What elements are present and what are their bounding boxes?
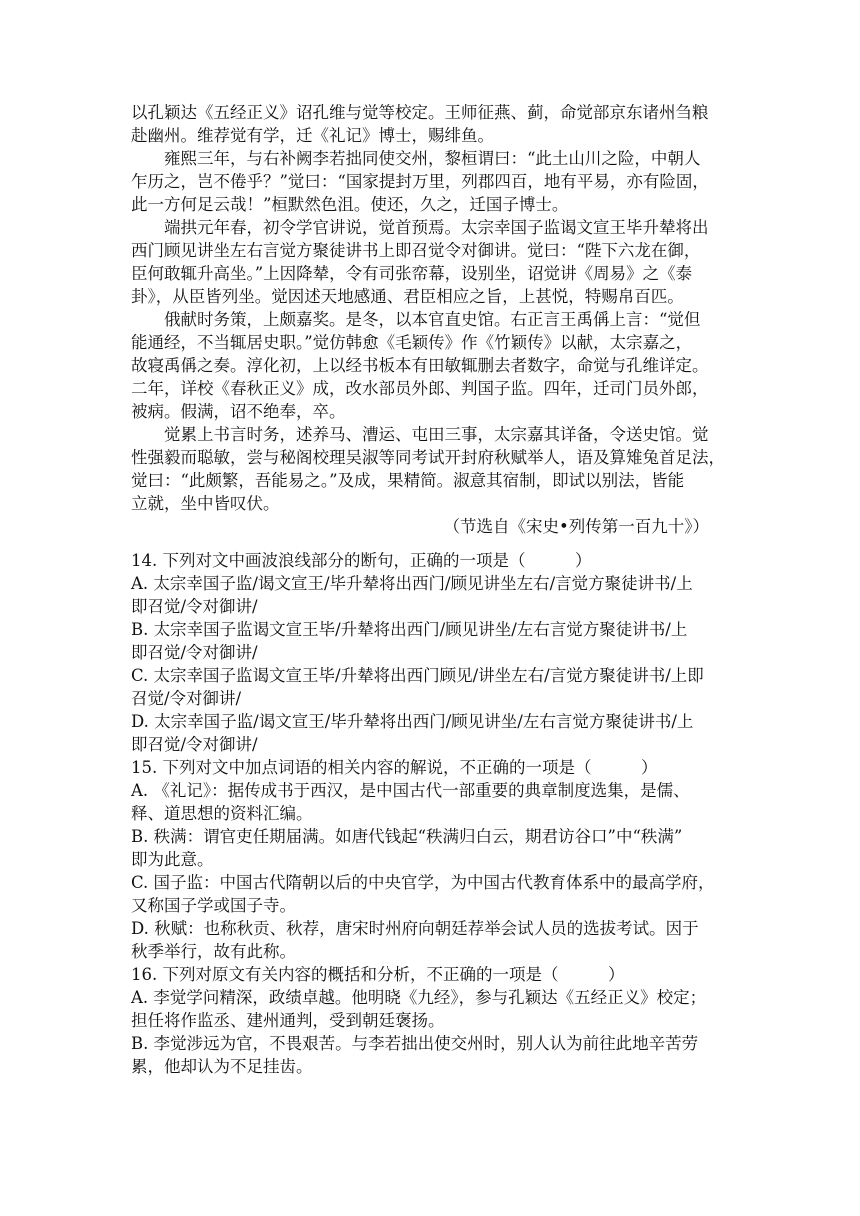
option-text: A. 李觉学问精深，政绩卓越。他明晓《九经》，参与孔颖达《五经正义》校定； (131, 988, 707, 1007)
text-line: 赴幽州。维荐觉有学，迁《礼记》博士，赐绯鱼。 (131, 126, 494, 145)
question-16 (131, 963, 731, 1078)
option-text: B. 太宗幸国子监谒文宣王毕/升辇将出西门/顾见讲坐/左右言觉方聚徒讲书/上 (131, 620, 688, 639)
question-stem: 15. 下列对文中加点词语的相关内容的解说，不正确的一项是（ ） (131, 758, 658, 777)
question-14 (131, 549, 731, 756)
option-text: B. 秩满：谓官吏任期届满。如唐代钱起“秩满归白云，期君访谷口”中“秩满” (131, 827, 683, 846)
passage-paragraph-4 (131, 308, 731, 423)
text-line: 雍熙三年，与右补阙李若拙同使交州，黎桓谓曰：“此土山川之险，中朝人 (164, 149, 701, 168)
text-line: 端拱元年春，初令学官讲说，觉首预焉。太宗幸国子监谒文宣王毕升辇将出 (164, 218, 709, 237)
text-line: 能通经，不当辄居史职。”觉仿韩愈《毛颖传》作《竹颖传》以献，太宗嘉之， (131, 333, 693, 352)
option-text: 秋季举行，故有此称。 (131, 942, 296, 961)
option-text: 召觉/令对御讲/ (131, 689, 242, 708)
text-line: 西门顾见讲坐左右言觉方聚徒讲书上即召觉令对御讲。觉曰：“陛下六龙在御， (131, 241, 701, 260)
option-a[interactable] (131, 779, 731, 825)
option-text: 即召觉/令对御讲/ (131, 643, 258, 662)
passage-paragraph-5 (131, 423, 731, 515)
option-a[interactable] (131, 986, 731, 1032)
option-text: D. 太宗幸国子监/谒文宣王/毕升辇将出西门/顾见讲坐/左右言觉方聚徒讲书/上 (131, 712, 694, 731)
text-line: 臣何敢辄升高坐。”上因降辇，令有司张帟幕，设别坐，诏觉讲《周易》之《泰 (131, 264, 693, 283)
question-stem: 14. 下列对文中画波浪线部分的断句，正确的一项是（ ） (131, 551, 592, 570)
option-a[interactable] (131, 572, 731, 618)
option-c[interactable] (131, 664, 731, 710)
option-text: 释、道思想的资料汇编。 (131, 804, 313, 823)
text-line: 乍历之，岂不倦乎？”觉曰：“国家提封万里，列郡四百，地有平易，亦有险固， (131, 172, 709, 191)
option-text: 又称国子学或国子寺。 (131, 896, 296, 915)
text-line: 立就，坐中皆叹伏。 (131, 494, 280, 513)
text-line: 以孔颖达《五经正义》诏孔维与觉等校定。王师征燕、蓟，命觉部京东诸州刍粮 (131, 103, 709, 122)
option-text: 即召觉/令对御讲/ (131, 735, 258, 754)
option-text: C. 国子监：中国古代隋朝以后的中央官学，为中国古代教育体系中的最高学府， (131, 873, 715, 892)
text-line: 觉累上书言时务，述养马、漕运、屯田三事，太宗嘉其详备，令送史馆。觉 (164, 425, 709, 444)
option-text: 累，他却认为不足挂齿。 (131, 1057, 313, 1076)
text-line: 此一方何足云哉！”桓默然色沮。使还，久之，迁国子博士。 (131, 195, 569, 214)
questions (131, 549, 731, 1078)
option-text: 即召觉/令对御讲/ (131, 597, 258, 616)
passage-paragraph-1 (131, 101, 731, 147)
option-text: D. 秋赋：也称秋贡、秋荐，唐宋时州府向朝廷荐举会试人员的选拔考试。因于 (131, 919, 699, 938)
option-b[interactable] (131, 1032, 731, 1078)
option-text: C. 太宗幸国子监谒文宣王毕/升辇将出西门顾见/讲坐左右/言觉方聚徒讲书/上即 (131, 666, 704, 685)
passage-paragraph-2 (131, 147, 731, 216)
option-text: A. 太宗幸国子监/谒文宣王/毕升辇将出西门/顾见讲坐左右/言觉方聚徒讲书/上 (131, 574, 693, 593)
option-text: 即为此意。 (131, 850, 214, 869)
question-15 (131, 756, 731, 963)
option-d[interactable] (131, 917, 731, 963)
option-text: 担任将作监丞、建州通判，受到朝廷褒扬。 (131, 1011, 445, 1030)
option-c[interactable] (131, 871, 731, 917)
text-line: 卦》，从臣皆列坐。觉因述天地感通、君臣相应之旨，上甚悦，特赐帛百匹。 (131, 287, 684, 306)
passage-paragraph-3 (131, 216, 731, 308)
question-stem: 16. 下列对原文有关内容的概括和分析，不正确的一项是（ ） (131, 965, 625, 984)
text-line: 觉曰：“此颇繁，吾能易之。”及成，果精简。淑意其宿制，即试以别法，皆能 (131, 471, 685, 490)
text-line: 性强毅而聪敏，尝与秘阁校理吴淑等同考试开封府秋赋举人，语及算雉兔首足法， (131, 448, 725, 467)
option-text: A. 《礼记》：据传成书于西汉，是中国古代一部重要的典章制度选集，是儒、 (131, 781, 690, 800)
text-line: 二年，详校《春秋正义》成，改水部员外郎、判国子监。四年，迁司门员外郎， (131, 379, 709, 398)
option-b[interactable] (131, 825, 731, 871)
option-text: B. 李觉涉远为官，不畏艰苦。与李若拙出使交州时，别人认为前往此地辛苦劳 (131, 1034, 699, 1053)
passage-source: （节选自《宋史•列传第一百九十》） (443, 517, 709, 536)
option-b[interactable] (131, 618, 731, 664)
text-line: 俄献时务策，上颇嘉奖。是冬，以本官直史馆。右正言王禹偁上言：“觉但 (164, 310, 701, 329)
option-d[interactable] (131, 710, 731, 756)
text-line: 故寝禹偁之奏。淳化初，上以经书板本有田敏辄删去者数字，命觉与孔维详定。 (131, 356, 709, 375)
passage (131, 101, 731, 538)
text-line: 被病。假满，诏不绝奉，卒。 (131, 402, 346, 421)
